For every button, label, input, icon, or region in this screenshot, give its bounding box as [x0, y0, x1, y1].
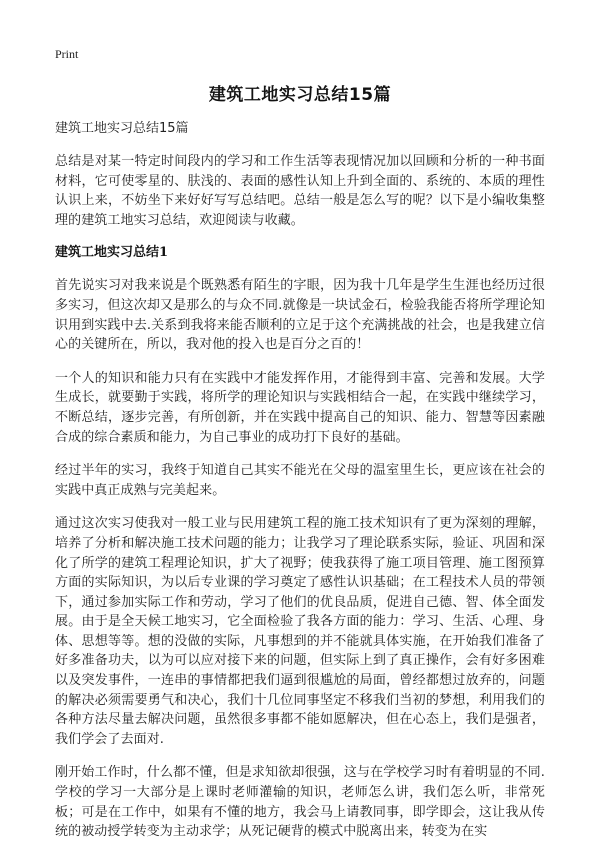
page-title: 建筑工地实习总结15篇	[208, 85, 392, 105]
print-link[interactable]: Print	[55, 47, 79, 61]
document-body	[55, 120, 545, 856]
body-paragraph: 经过半年的实习，我终于知道自己其实不能光在父母的温室里生长，更应该在社会的实践中真正成熟与完美起来。	[55, 463, 545, 498]
intro-paragraph: 总结是对某一特定时间段内的学习和工作生活等表现情况加以回顾和分析的一种书面材料，它可使零星的、肤浅的、表面的感性认知上升到全面的、系统的、本质的理性认识上来，不妨坐下来好好写写总结吧。总结一般是怎么写的呢？以下是小编收集整理的建筑工地实习总结，欢迎阅读与收藏。	[55, 154, 545, 228]
body-paragraph: 通过这次实习使我对一般工业与民用建筑工程的施工技术知识有了更为深刻的理解，培养了分析和解决施工技术问题的能力；让我学习了理论联系实际，验证、巩固和深化了所学的建筑工程理论知识，扩大了视野；使我获得了施工项目管理、施工图预算方面的实际知识，为以后专业课的学习奠定了感性认识基础；在工程技术人员的带领下，通过参加实际工作和劳动，学习了他们的优良品质，促进自己德、智、体全面发展。由于是全天候工地实习，它全面检验了我各方面的能力：学习、生活、心理、身体、思想等等。想的没做的实际，凡事想到的并不能就具体实施，在开始我们准备了好多准备功夫，以为可以应对接下来的问题，但实际上到了真正操作，会有好多困难以及突发事件，一连串的事情都把我们逼到很尴尬的局面，曾经都想过放弃的，问题的解决必须需要勇气和决心，我们十几位同事坚定不移我们当初的梦想，利用我们的各种方法尽量去解决问题，虽然很多事都不能如愿解决，但在心态上，我们是强者，我们学会了去面对.	[55, 516, 545, 747]
body-paragraph: 首先说实习对我来说是个既熟悉有陌生的字眼，因为我十几年是学生生涯也经历过很多实习，但这次却又是那么的与众不同.就像是一块试金石，检验我能否将所学理论知识用到实践中去.关系到我将来能否顺利的立足于这个充满挑战的社会，也是我建立信心的关键所在，所以，我对他的投入也是百分之百的！	[55, 278, 545, 353]
section-heading: 建筑工地实习总结1	[55, 245, 169, 261]
body-paragraph: 刚开始工作时，什么都不懂，但是求知欲却很强，这与在学校学习时有着明显的不同.学校的学习一大部分是上课时老师灌输的知识，老师怎么讲，我们怎么听，非常死板；可是在工作中，如果有不懂的地方，我会马上请教同事，即学即会，这让我从传统的被动授学转变为主动求学；从死记硬背的模式中脱离出来，转变为在实	[55, 765, 545, 840]
body-paragraph: 一个人的知识和能力只有在实践中才能发挥作用，才能得到丰富、完善和发展。大学生成长，就要勤于实践，将所学的理论知识与实践相结合一起，在实践中继续学习，不断总结，逐步完善，有所创新，并在实践中提高自己的知识、能力、智慧等因素融合成的综合素质和能力，为自己事业的成功打下良好的基础。	[55, 370, 545, 445]
document-subtitle: 建筑工地实习总结15篇	[55, 121, 189, 136]
